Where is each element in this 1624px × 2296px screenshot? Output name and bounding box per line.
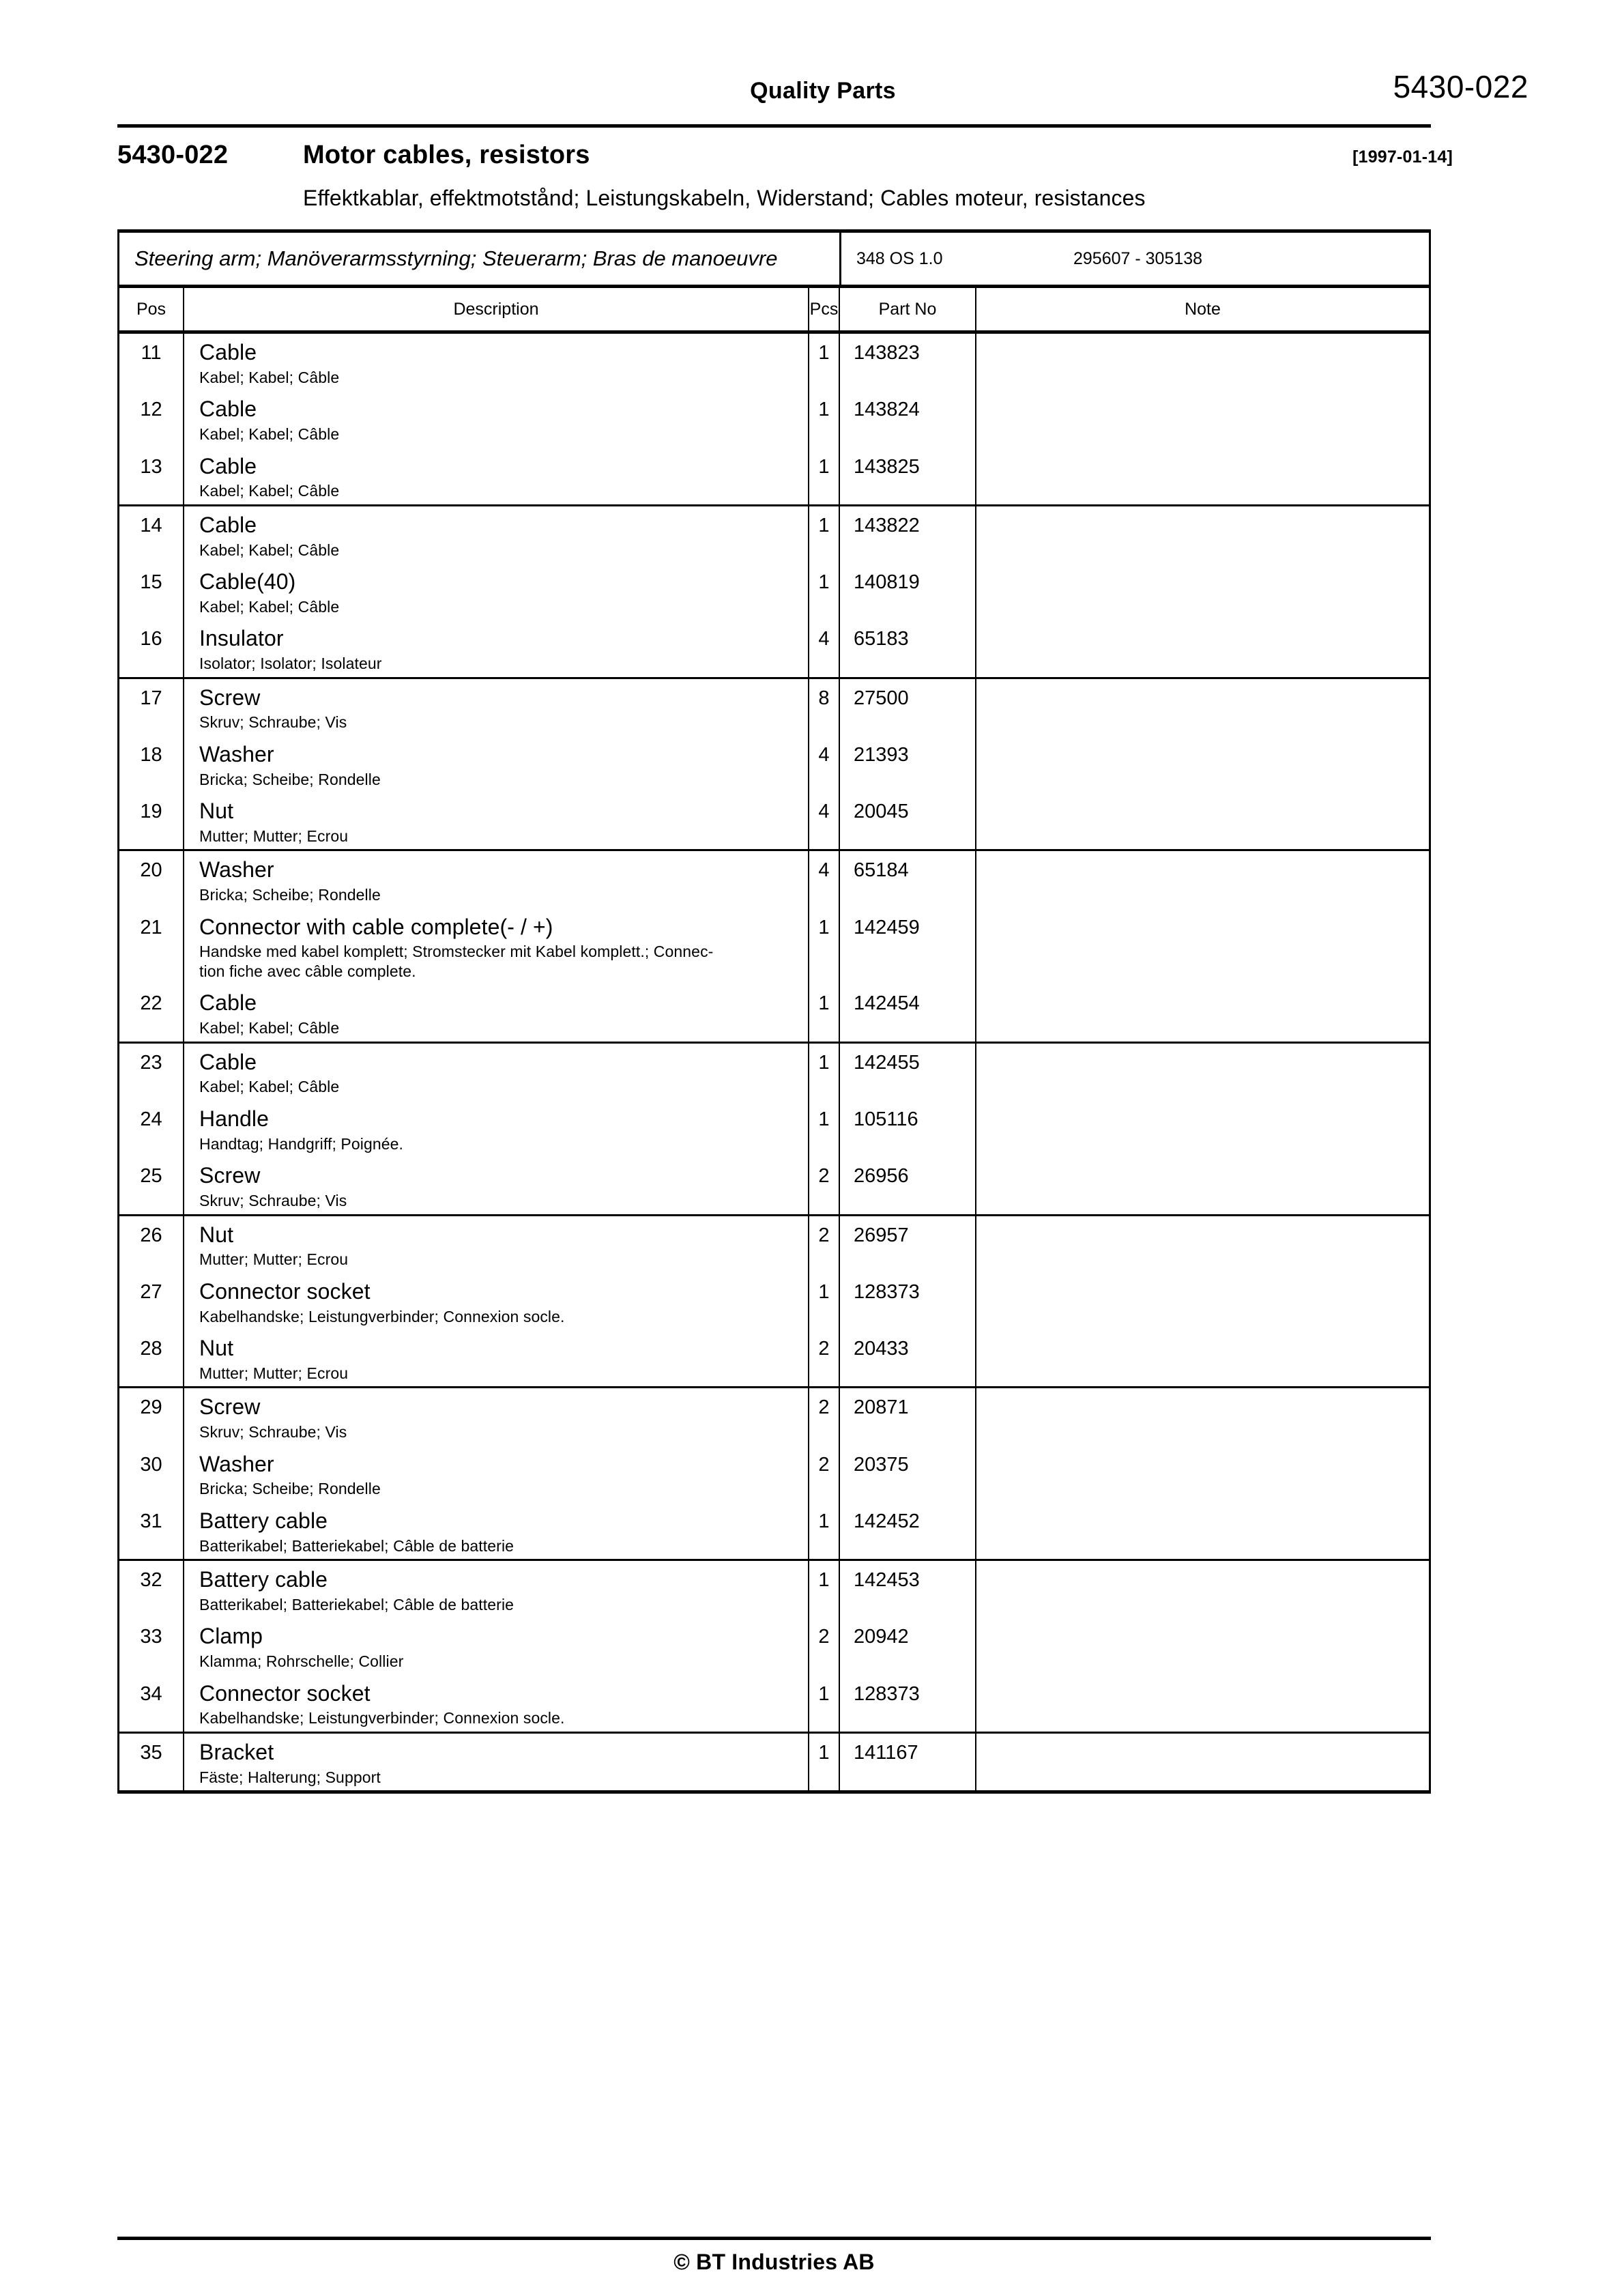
- table-row: [117, 1330, 1431, 1386]
- cell-part-no: 105116: [840, 1100, 976, 1157]
- cell-pos: 15: [119, 563, 184, 620]
- cell-part-no: 26956: [840, 1157, 976, 1214]
- part-name: Nut: [199, 1336, 234, 1361]
- cell-description: [184, 1446, 809, 1502]
- running-header-title: Quality Parts: [750, 78, 896, 104]
- column-header-part-no: Part No: [840, 288, 976, 330]
- footer-divider-rule: [117, 2237, 1431, 2240]
- cell-note: [976, 1388, 1429, 1445]
- cell-pcs: 1: [809, 908, 840, 985]
- part-name: Nut: [199, 1222, 234, 1247]
- cell-pos: 20: [119, 851, 184, 908]
- cell-pcs: 1: [809, 1561, 840, 1618]
- part-translations: Batterikabel; Batteriekabel; Câble de batterie: [199, 1595, 514, 1613]
- cell-description: [184, 679, 809, 736]
- part-translations: Klamma; Rohrschelle; Collier: [199, 1652, 404, 1671]
- cell-part-no: 140819: [840, 563, 976, 620]
- part-name: Cable: [199, 990, 257, 1016]
- cell-part-no: 142454: [840, 984, 976, 1041]
- part-name: Screw: [199, 685, 261, 710]
- part-translations: Mutter; Mutter; Ecrou: [199, 1364, 349, 1382]
- assembly-model: 348 OS 1.0: [856, 248, 943, 268]
- cell-pcs: 1: [809, 448, 840, 504]
- cell-part-no: 21393: [840, 736, 976, 792]
- cell-note: [976, 908, 1429, 985]
- cell-part-no: 65183: [840, 620, 976, 676]
- cell-description: [184, 390, 809, 447]
- table-row: [117, 1446, 1431, 1502]
- cell-pos: 13: [119, 448, 184, 504]
- table-row: [117, 908, 1431, 985]
- column-header-note: Note: [1185, 299, 1221, 319]
- part-name: Connector socket: [199, 1680, 371, 1706]
- cell-pcs: 4: [809, 792, 840, 849]
- cell-description: [184, 506, 809, 563]
- cell-part-no: 142459: [840, 908, 976, 985]
- table-row: [117, 1618, 1431, 1674]
- cell-note: [976, 736, 1429, 792]
- part-name: Cable: [199, 340, 257, 364]
- cell-pcs: 2: [809, 1446, 840, 1502]
- table-row: [117, 448, 1431, 504]
- table-row: [117, 1100, 1431, 1157]
- table-row: [117, 1734, 1431, 1790]
- part-translations: Fäste; Halterung; Support: [199, 1768, 381, 1786]
- cell-pcs: 1: [809, 1502, 840, 1559]
- cell-note: [976, 1446, 1429, 1502]
- cell-pcs: 1: [809, 1044, 840, 1100]
- part-translations: Skruv; Schraube; Vis: [199, 1191, 347, 1209]
- column-header-description: Description: [184, 288, 809, 330]
- part-name: Cable: [199, 453, 257, 478]
- cell-note: [976, 390, 1429, 447]
- page-title: Motor cables, resistors: [303, 141, 590, 169]
- cell-part-no: 143824: [840, 390, 976, 447]
- cell-pos: 34: [119, 1675, 184, 1732]
- part-translations: Batterikabel; Batteriekabel; Câble de batterie: [199, 1536, 514, 1555]
- cell-pos: 11: [119, 334, 184, 390]
- table-row: [117, 984, 1431, 1041]
- cell-pos: 25: [119, 1157, 184, 1214]
- cell-pcs: 2: [809, 1618, 840, 1674]
- cell-part-no: 143825: [840, 448, 976, 504]
- column-header-pcs: Pcs: [809, 288, 840, 330]
- cell-pos: 29: [119, 1388, 184, 1445]
- running-header-section-code: 5430-022: [1393, 69, 1528, 104]
- cell-description: [184, 1561, 809, 1618]
- cell-part-no: 142452: [840, 1502, 976, 1559]
- part-translations: Mutter; Mutter; Ecrou: [199, 1250, 349, 1269]
- part-translations: Kabelhandske; Leistungverbinder; Connexion socle.: [199, 1709, 565, 1727]
- table-row: [117, 506, 1431, 563]
- cell-pos: 23: [119, 1044, 184, 1100]
- part-translations: Isolator; Isolator; Isolateur: [199, 655, 382, 673]
- cell-pcs: 2: [809, 1330, 840, 1386]
- cell-description: [184, 1044, 809, 1100]
- part-translations: Kabel; Kabel; Câble: [199, 425, 340, 444]
- cell-pos: 30: [119, 1446, 184, 1502]
- cell-note: [976, 1330, 1429, 1386]
- cell-description: [184, 1216, 809, 1273]
- cell-pos: 26: [119, 1216, 184, 1273]
- cell-note: [976, 1502, 1429, 1559]
- cell-note: [976, 448, 1429, 504]
- table-row: [117, 1502, 1431, 1559]
- cell-description: [184, 448, 809, 504]
- part-name: Bracket: [199, 1739, 274, 1764]
- table-row: [117, 1216, 1431, 1273]
- cell-part-no: 141167: [840, 1734, 976, 1790]
- cell-note: [976, 1044, 1429, 1100]
- cell-note: [976, 1734, 1429, 1790]
- cell-part-no: 20375: [840, 1446, 976, 1502]
- cell-part-no: 128373: [840, 1675, 976, 1732]
- cell-pos: 32: [119, 1561, 184, 1618]
- part-translations: Kabel; Kabel; Câble: [199, 1019, 340, 1037]
- part-translations: Bricka; Scheibe; Rondelle: [199, 1480, 381, 1498]
- cell-pos: 35: [119, 1734, 184, 1790]
- cell-pcs: 2: [809, 1157, 840, 1214]
- running-header: [117, 68, 1528, 116]
- cell-part-no: 128373: [840, 1273, 976, 1330]
- table-row: [117, 390, 1431, 447]
- cell-description: [184, 851, 809, 908]
- table-row: [117, 1675, 1431, 1732]
- cell-part-no: 20433: [840, 1330, 976, 1386]
- title-translations: Effektkablar, effektmotstånd; Leistungskabeln, Widerstand; Cables moteur, resistances: [303, 186, 1146, 210]
- cell-description: [184, 984, 809, 1041]
- cell-description: [184, 1273, 809, 1330]
- column-header-pos: Pos: [119, 288, 184, 330]
- revision-date: [1997-01-14]: [1352, 147, 1453, 167]
- table-row: [117, 736, 1431, 792]
- cell-note: [976, 334, 1429, 390]
- part-name: Cable: [199, 397, 257, 422]
- part-name: Screw: [199, 1394, 261, 1420]
- cell-pos: 28: [119, 1330, 184, 1386]
- part-translations: Mutter; Mutter; Ecrou: [199, 827, 349, 845]
- part-translations: Kabelhandske; Leistungverbinder; Connexion socle.: [199, 1307, 565, 1325]
- part-name: Connector with cable complete(- / +): [199, 914, 553, 939]
- cell-part-no: 27500: [840, 679, 976, 736]
- part-name: Screw: [199, 1163, 261, 1188]
- cell-pos: 22: [119, 984, 184, 1041]
- title-block: [117, 141, 1528, 179]
- part-name: Battery cable: [199, 1567, 328, 1592]
- part-translations: Handske med kabel komplett; Stromstecker mit Kabel komplett.; Connec- tion fiche avec câble complete.: [199, 943, 714, 980]
- part-name: Cable(40): [199, 569, 296, 594]
- part-name: Cable: [199, 1049, 257, 1074]
- cell-description: [184, 1157, 809, 1214]
- cell-pos: 27: [119, 1273, 184, 1330]
- cell-description: [184, 563, 809, 620]
- cell-pcs: 2: [809, 1388, 840, 1445]
- table-row: [117, 563, 1431, 620]
- cell-note: [976, 506, 1429, 563]
- cell-pos: 16: [119, 620, 184, 676]
- cell-description: [184, 1734, 809, 1790]
- table-body: [117, 334, 1431, 1790]
- part-name: Washer: [199, 857, 274, 882]
- table-row: [117, 334, 1431, 390]
- part-name: Handle: [199, 1106, 270, 1131]
- cell-pos: 31: [119, 1502, 184, 1559]
- cell-pcs: 1: [809, 1734, 840, 1790]
- part-name: Nut: [199, 799, 234, 824]
- part-name: Battery cable: [199, 1508, 328, 1533]
- part-name: Washer: [199, 1451, 274, 1476]
- part-translations: Handtag; Handgriff; Poignée.: [199, 1134, 404, 1153]
- parts-table: [117, 229, 1431, 1794]
- part-translations: Kabel; Kabel; Câble: [199, 597, 340, 616]
- cell-part-no: 20871: [840, 1388, 976, 1445]
- cell-pos: 21: [119, 908, 184, 985]
- part-translations: Kabel; Kabel; Câble: [199, 368, 340, 386]
- cell-note: [976, 1157, 1429, 1214]
- table-row: [117, 851, 1431, 908]
- cell-pos: 17: [119, 679, 184, 736]
- cell-note: [976, 1561, 1429, 1618]
- part-translations: Kabel; Kabel; Câble: [199, 1078, 340, 1096]
- cell-description: [184, 334, 809, 390]
- cell-description: [184, 1502, 809, 1559]
- table-row: [117, 1561, 1431, 1618]
- cell-pcs: 4: [809, 620, 840, 676]
- cell-part-no: 142453: [840, 1561, 976, 1618]
- assembly-name: Steering arm; Manöverarmsstyrning; Steuerarm; Bras de manoeuvre: [119, 233, 841, 285]
- cell-part-no: 143822: [840, 506, 976, 563]
- cell-part-no: 65184: [840, 851, 976, 908]
- assembly-serial-range: 295607 - 305138: [1073, 248, 1203, 268]
- table-row: [117, 679, 1431, 736]
- assembly-header-row: [117, 233, 1431, 285]
- cell-part-no: 20045: [840, 792, 976, 849]
- cell-pcs: 4: [809, 851, 840, 908]
- cell-pcs: 1: [809, 984, 840, 1041]
- cell-pcs: 1: [809, 563, 840, 620]
- cell-pcs: 1: [809, 1675, 840, 1732]
- cell-note: [976, 1618, 1429, 1674]
- cell-description: [184, 736, 809, 792]
- cell-description: [184, 792, 809, 849]
- cell-description: [184, 1675, 809, 1732]
- part-name: Insulator: [199, 626, 284, 651]
- cell-note: [976, 984, 1429, 1041]
- part-translations: Kabel; Kabel; Câble: [199, 541, 340, 559]
- cell-note: [976, 679, 1429, 736]
- cell-pcs: 1: [809, 334, 840, 390]
- cell-description: [184, 620, 809, 676]
- cell-pcs: 1: [809, 1100, 840, 1157]
- part-translations: Bricka; Scheibe; Rondelle: [199, 770, 381, 788]
- cell-description: [184, 908, 809, 985]
- part-translations: Kabel; Kabel; Câble: [199, 482, 340, 500]
- table-row: [117, 1388, 1431, 1445]
- cell-pcs: 4: [809, 736, 840, 792]
- table-row: [117, 1157, 1431, 1214]
- cell-part-no: 143823: [840, 334, 976, 390]
- cell-description: [184, 1388, 809, 1445]
- cell-pcs: 8: [809, 679, 840, 736]
- cell-note: [976, 792, 1429, 849]
- part-name: Connector socket: [199, 1278, 371, 1304]
- cell-note: [976, 563, 1429, 620]
- cell-note: [976, 620, 1429, 676]
- footer-copyright: © BT Industries AB: [673, 2250, 875, 2274]
- cell-note: [976, 1100, 1429, 1157]
- part-translations: Bricka; Scheibe; Rondelle: [199, 886, 381, 904]
- table-row: [117, 1044, 1431, 1100]
- title-code: 5430-022: [117, 141, 229, 169]
- cell-pos: 19: [119, 792, 184, 849]
- cell-note: [976, 1675, 1429, 1732]
- cell-pcs: 2: [809, 1216, 840, 1273]
- table-column-headers: [117, 288, 1431, 330]
- cell-pos: 12: [119, 390, 184, 447]
- part-name: Clamp: [199, 1624, 263, 1649]
- cell-pcs: 1: [809, 1273, 840, 1330]
- cell-note: [976, 851, 1429, 908]
- cell-note: [976, 1273, 1429, 1330]
- table-row: [117, 1273, 1431, 1330]
- cell-description: [184, 1618, 809, 1674]
- cell-pos: 24: [119, 1100, 184, 1157]
- cell-pos: 14: [119, 506, 184, 563]
- table-row: [117, 792, 1431, 849]
- cell-pos: 33: [119, 1618, 184, 1674]
- part-translations: Skruv; Schraube; Vis: [199, 713, 347, 732]
- header-divider-rule: [117, 124, 1431, 128]
- part-translations: Skruv; Schraube; Vis: [199, 1423, 347, 1441]
- part-name: Washer: [199, 741, 274, 766]
- cell-pcs: 1: [809, 390, 840, 447]
- table-row: [117, 620, 1431, 676]
- part-name: Cable: [199, 512, 257, 537]
- cell-description: [184, 1100, 809, 1157]
- cell-pcs: 1: [809, 506, 840, 563]
- cell-pos: 18: [119, 736, 184, 792]
- cell-description: [184, 1330, 809, 1386]
- cell-part-no: 26957: [840, 1216, 976, 1273]
- cell-note: [976, 1216, 1429, 1273]
- cell-part-no: 20942: [840, 1618, 976, 1674]
- cell-part-no: 142455: [840, 1044, 976, 1100]
